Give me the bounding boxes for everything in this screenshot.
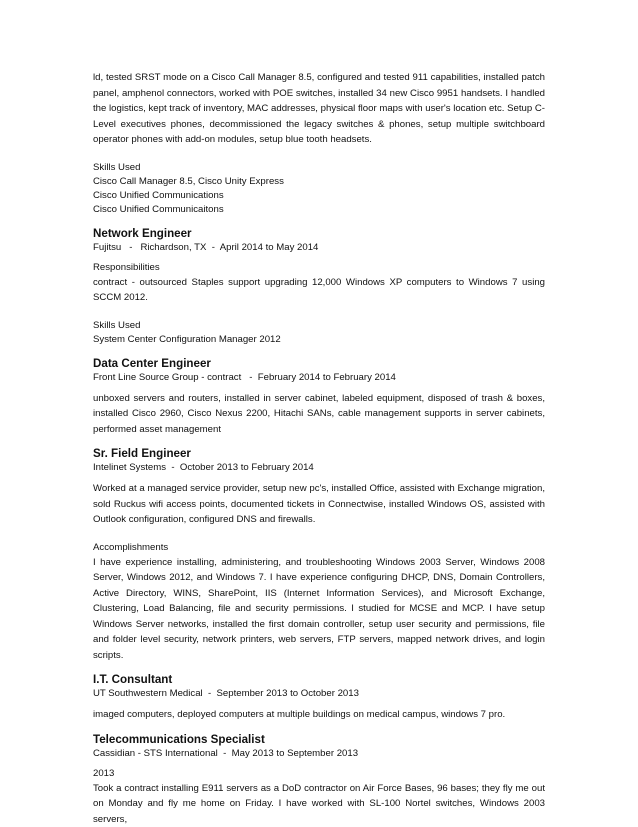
skill-item: Cisco Call Manager 8.5, Cisco Unity Express xyxy=(93,175,545,189)
job-meta: Cassidian - STS International - May 2013 to September 2013 xyxy=(93,747,545,761)
job-telecommunications-specialist xyxy=(93,732,545,827)
job-meta: UT Southwestern Medical - September 2013 to October 2013 xyxy=(93,687,545,701)
skills-heading: Skills Used xyxy=(93,161,545,175)
skill-item: System Center Configuration Manager 2012 xyxy=(93,333,545,347)
accomplishments-heading: Accomplishments xyxy=(93,541,545,555)
skills-heading: Skills Used xyxy=(93,319,545,333)
skill-item: Cisco Unified Communications xyxy=(93,189,545,203)
job-title: Sr. Field Engineer xyxy=(93,446,545,461)
job-year: 2013 xyxy=(93,767,545,781)
job-description: Took a contract installing E911 servers as a DoD contractor on Air Force Bases, 96 bases; they fly me out on Monday and fly me home on Friday. I have worked with SL-100 Nortel switches, Windows 2003 servers, xyxy=(93,781,545,827)
job-title: Network Engineer xyxy=(93,226,545,241)
job-meta: Intelinet Systems - October 2013 to February 2014 xyxy=(93,461,545,475)
job-network-engineer xyxy=(93,226,545,347)
job-it-consultant xyxy=(93,672,545,723)
responsibilities-heading: Responsibilities xyxy=(93,261,545,275)
job-title: I.T. Consultant xyxy=(93,672,545,687)
job-description: contract - outsourced Staples support upgrading 12,000 Windows XP computers to Windows 7 using SCCM 2012. xyxy=(93,275,545,306)
job-data-center-engineer xyxy=(93,356,545,438)
job-description: imaged computers, deployed computers at multiple buildings on medical campus, windows 7 pro. xyxy=(93,707,545,723)
accomplishments-paragraph: I have experience installing, administering, and troubleshooting Windows 2003 Server, Windows 2008 Server, Windows 2012, and Windows 7. I have experience configuring DHCP, DNS, Domain Controllers, Active Directory, WINS, SharePoint, IIS (Internet Information Services), and Microsoft Exchange, Clustering, Load Balancing, file and security permissions. I studied for MCSE and MCP. I have setup Windows Server networks, installed the first domain controller, setup user security and permissions, file and folder level security, network printers, web servers, FTP servers, mapped network drives, and login scripts. xyxy=(93,555,545,664)
job-description: unboxed servers and routers, installed in server cabinet, labeled equipment, disposed of trash & boxes, installed Cisco 2960, Cisco Nexus 2200, Hitachi SANs, cable management supports in server cabinets, performed asset management xyxy=(93,391,545,438)
job-sr-field-engineer xyxy=(93,446,545,663)
job-meta: Fujitsu - Richardson, TX - April 2014 to May 2014 xyxy=(93,241,545,255)
skill-item: Cisco Unified Communicaitons xyxy=(93,203,545,217)
job-meta: Front Line Source Group - contract - February 2014 to February 2014 xyxy=(93,371,545,385)
job-title: Telecommunications Specialist xyxy=(93,732,545,747)
intro-paragraph: ld, tested SRST mode on a Cisco Call Manager 8.5, configured and tested 911 capabilities, installed patch panel, amphenol connectors, worked with POE switches, installed 34 new Cisco 9951 handsets. I handled the logistics, kept track of inventory, MAC addresses, physical floor maps with user's location etc. Setup C-Level executives phones, decommissioned the legacy switches & phones, setup multiple switchboard operator phones with add-on modules, setup blue tooth headsets. xyxy=(93,70,545,148)
job-title: Data Center Engineer xyxy=(93,356,545,371)
job-description: Worked at a managed service provider, setup new pc's, installed Office, assisted with Exchange migration, sold Ruckus wifi access points, documented tickets in Connectwise, installed Windows OS, assisted with Outlook configuration, configured DNS and firewalls. xyxy=(93,481,545,528)
